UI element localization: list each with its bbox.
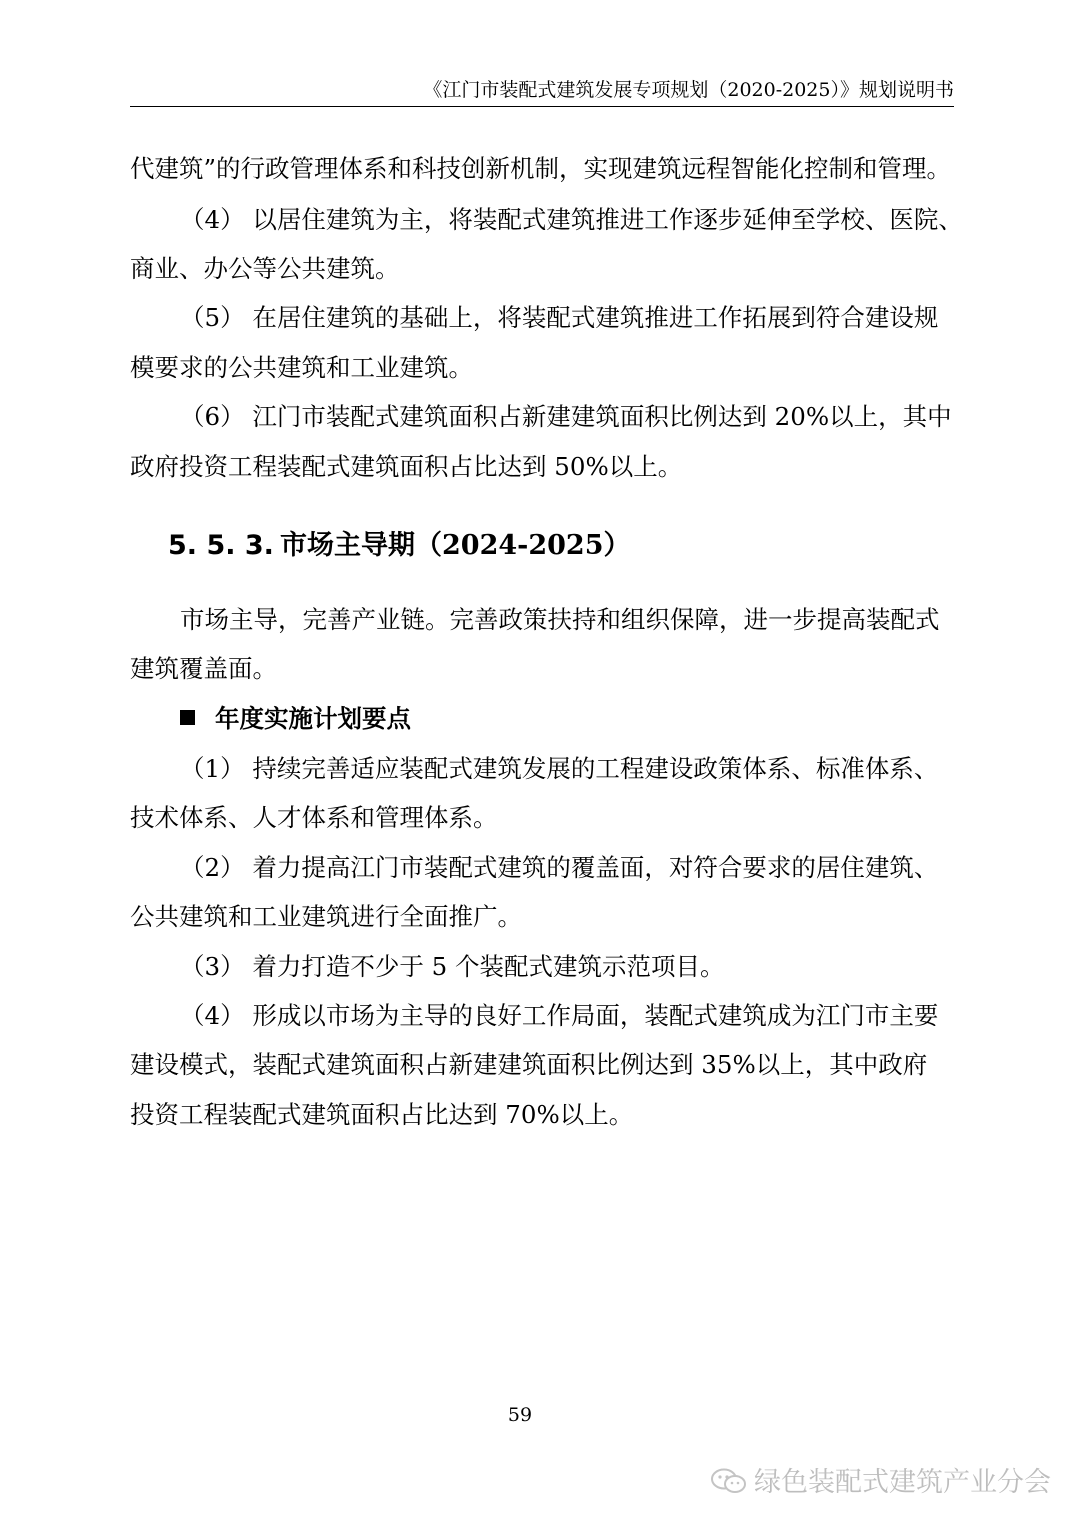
body-line: 商业、办公等公共建筑。 (130, 254, 400, 283)
plan-line: （3） 着力打造不少于 5 个装配式建筑示范项目。 (180, 952, 725, 981)
watermark-text: 绿色装配式建筑产业分会 (754, 1467, 1051, 1498)
wechat-icon (710, 1468, 748, 1494)
plan-line: 公共建筑和工业建筑进行全面推广。 (130, 902, 522, 931)
section-line: 建筑覆盖面。 (130, 654, 277, 683)
plan-line: 投资工程装配式建筑面积占比达到 70%以上。 (130, 1100, 634, 1129)
body-line: （4） 以居住建筑为主，将装配式建筑推进工作逐步延伸至学校、医院、 (180, 205, 963, 234)
page-number: 59 (507, 1404, 533, 1426)
document-header: 《江门市装配式建筑发展专项规划（2020-2025）》规划说明书 (423, 79, 954, 101)
body-line: 政府投资工程装配式建筑面积占比达到 50%以上。 (130, 452, 683, 481)
header-rule (130, 106, 954, 107)
body-line: （5） 在居住建筑的基础上，将装配式建筑推进工作拓展到符合建设规 (180, 303, 939, 332)
bullet-heading (180, 702, 411, 736)
section-title: 市场主导期（2024-2025） (280, 530, 631, 561)
watermark (710, 1460, 1051, 1499)
section-number: 5. 5. 3. (168, 530, 274, 561)
plan-line: （2） 着力提高江门市装配式建筑的覆盖面，对符合要求的居住建筑、 (180, 853, 939, 882)
section-heading (168, 528, 631, 564)
section-line: 市场主导，完善产业链。完善政策扶持和组织保障，进一步提高装配式 (180, 605, 940, 634)
body-line: （6） 江门市装配式建筑面积占新建建筑面积比例达到 20%以上，其中 (180, 402, 952, 431)
square-bullet-icon (180, 710, 195, 725)
bullet-label: 年度实施计划要点 (215, 704, 411, 733)
plan-line: （1） 持续完善适应装配式建筑发展的工程建设政策体系、标准体系、 (180, 754, 939, 783)
plan-line: （4） 形成以市场为主导的良好工作局面，装配式建筑成为江门市主要 (180, 1001, 939, 1030)
body-line: 模要求的公共建筑和工业建筑。 (130, 353, 473, 382)
plan-line: 技术体系、人才体系和管理体系。 (130, 803, 498, 832)
plan-line: 建设模式，装配式建筑面积占新建建筑面积比例达到 35%以上，其中政府 (130, 1050, 928, 1079)
body-line: 代建筑”的行政管理体系和科技创新机制，实现建筑远程智能化控制和管理。 (130, 154, 952, 183)
